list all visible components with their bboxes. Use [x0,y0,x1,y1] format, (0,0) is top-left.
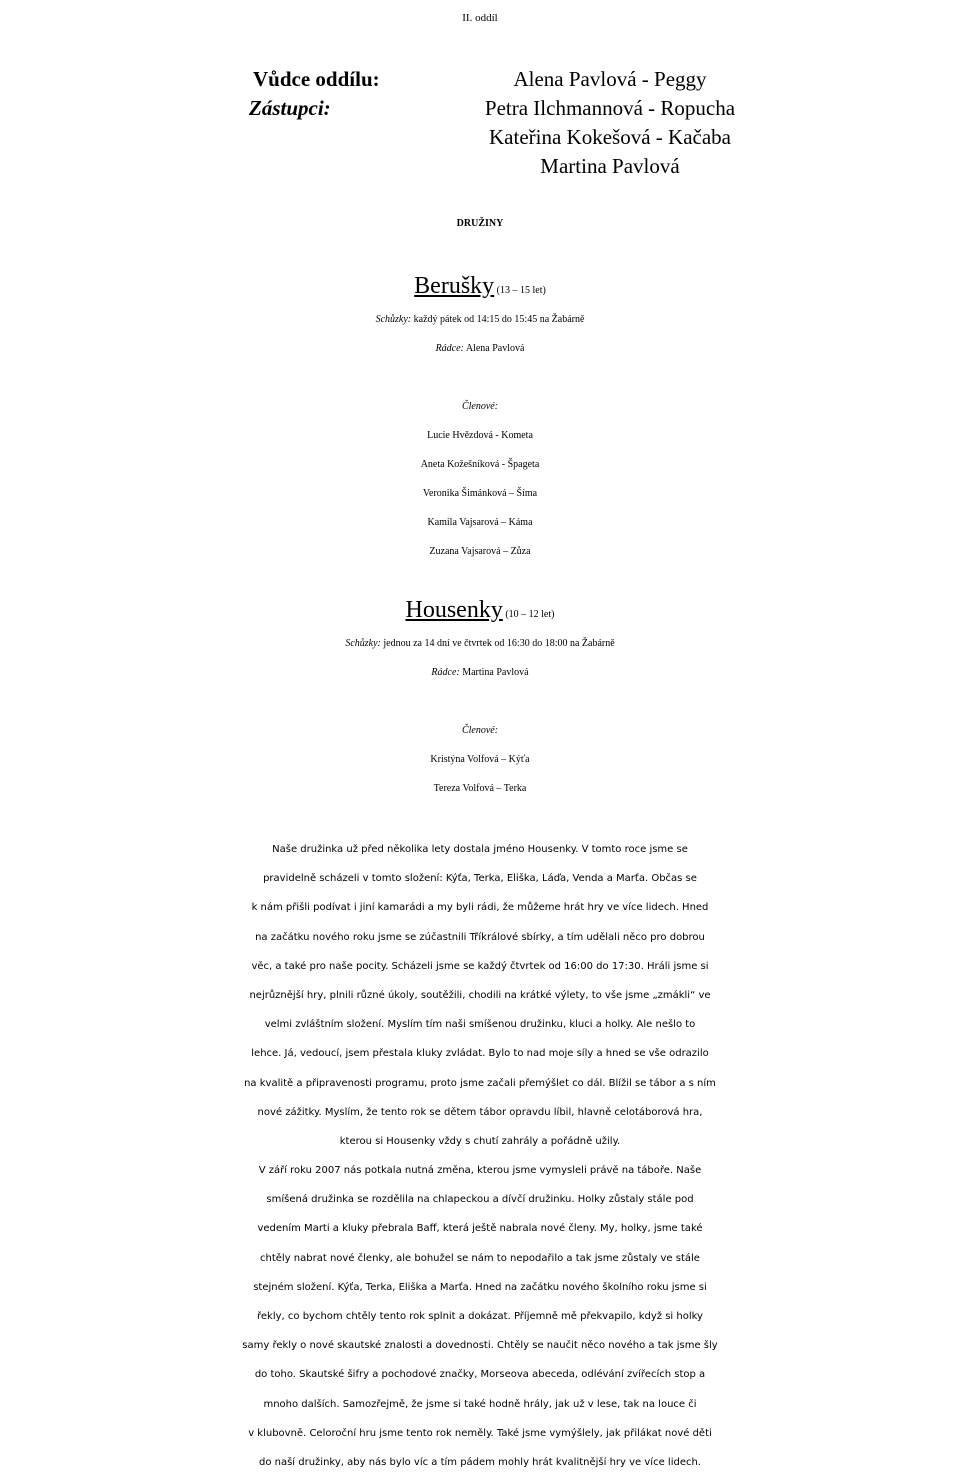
member-item: Kristýna Volfová – Kýťa [430,754,530,765]
story-line: V září roku 2007 nás potkala nutná změna, kterou jsme vymysleli právě na táboře. Naše [258,1165,702,1177]
story-line: nejrůznější hry, plnili různé úkoly, soutěžili, chodili na krátké výlety, to vše jsme „zmákli“ ve [249,989,711,1001]
story-line: velmi zvláštním složení. Myslím tím naši smíšenou družinku, kluci a holky. Ale nešlo to [264,1019,696,1031]
story-line: Naše družinka už před několika lety dostala jméno Housenky. V tomto roce jsme se [272,844,688,855]
page-title: II. oddíl [462,12,498,24]
story-line: lehce. Já, vedoucí, jsem přestala kluky zvládat. Bylo to nad moje síly a hned se vše odrazilo [251,1048,709,1060]
deputies-label: Zástupci: [249,96,331,120]
member-item: Zuzana Vajsarová – Zůza [429,546,531,557]
patrol-leader-label: Rádce: [431,667,460,678]
deputy-item: Kateřina Kokešová - Kačaba [489,125,731,149]
meetings-label: Schůzky: [345,638,381,649]
story-line: samy řekly o nové skautské znalosti a dovednosti. Chtěly se naučit něco nového a tak jsme šly [242,1340,718,1352]
story-line: pravidelně scházeli v tomto složení: Kýťa, Terka, Eliška, Láďa, Venda a Marťa. Občas se [263,873,697,885]
story-line: na začátku nového roku jsme se zúčastnili Tříkrálové sbírky, a tím udělali něco pro dobrou [255,931,705,943]
patrol-age: (10 – 12 let) [502,609,555,620]
story-line: stejném složení. Kýťa, Terka, Eliška a Marťa. Hned na začátku nového školního roku jsme si [253,1281,707,1293]
deputy-item: Petra Ilchmannová - Ropucha [484,96,736,120]
patrol-heading [0,273,960,304]
member-item: Lucie Hvězdová - Kometa [427,430,533,441]
story-line: mnoho dalších. Samozřejmě, že jsme si také hodně hrály, jak už v lese, tak na louce či [263,1398,697,1410]
story-line: smíšená družinka se rozdělila na chlapeckou a dívčí družinku. Holky zůstaly stále pod [266,1194,694,1206]
members-label: Členové: [461,401,499,412]
patrol-leader-label: Rádce: [435,343,464,354]
story-line: v klubovně. Celoroční hru jsme tento rok neměly. Také jsme vymýšlely, jak přilákat nové děti [248,1427,712,1439]
story-line: do toho. Skautské šifry a pochodové značky, Morseova abeceda, odlévání zvířecích stop a [254,1369,706,1381]
story-line: na kvalitě a připravenosti programu, proto jsme začali přemýšlet co dál. Blížil se tábor a s ním [244,1077,716,1089]
story-line: kterou si Housenky vždy s chutí zahrály a pořádně užily. [339,1135,621,1147]
story-line: do naší družinky, aby nás bylo víc a tím pádem mohly hrát kvalitnější hry ve více lidech. [258,1456,701,1468]
patrol-heading [0,597,960,628]
patrol-leader-value: Martina Pavlová [459,667,529,678]
leader-label: Vůdce oddílu: [253,67,380,91]
story-line: chtěly nabrat nové členky, ale bohužel se nám to nepodařilo a tak jsme zůstaly ve stále [260,1252,700,1264]
patrol-meetings [0,631,960,657]
member-item: Tereza Volfová – Terka [433,783,527,794]
patrol-age: (13 – 15 let) [494,285,546,296]
section-heading: DRUŽINY [456,218,504,229]
meetings-label: Schůzky: [375,314,412,325]
story-line: nové zážitky. Myslím, že tento rok se dětem tábor opravdu líbil, hlavně celotáborová hra, [257,1106,703,1118]
story-line: k nám přišli podívat i jiní kamarádi a my byli rádi, že můžeme hrát hry ve více lidech. Hned [251,902,709,914]
members-label: Členové: [461,725,499,736]
patrol-name: Housenky [405,597,503,623]
meetings-value: každý pátek od 14:15 do 15:45 na Žabárně [411,314,585,325]
patrol-leader-value: Alena Pavlová [463,343,525,354]
patrol-leader [0,336,960,362]
member-item: Veronika Šimánková – Šíma [422,488,538,499]
patrol-meetings [0,307,960,333]
meetings-value: jednou za 14 dní ve čtvrtek od 16:30 do 18:00 na Žabárně [380,638,615,649]
story-line: řekly, co bychom chtěly tento rok splnit a dokázat. Příjemně mě překvapilo, když si holky [257,1311,703,1322]
leader-value: Alena Pavlová - Peggy [513,67,707,91]
story-text [0,835,960,1477]
member-item: Aneta Kožešníková - Špageta [420,459,540,470]
story-line: věc, a také pro naše pocity. Scházeli jsme se každý čtvrtek od 16:00 do 17:30. Hráli jsme si [251,960,709,972]
member-item: Kamila Vajsarová – Káma [427,517,533,528]
deputy-item: Martina Pavlová [540,154,680,178]
patrol-name: Berušky [414,273,495,299]
story-line: vedením Marti a kluky přebrala Baff, která ještě nabrala nové členy. My, holky, jsme také [257,1223,703,1235]
patrol-leader [0,660,960,686]
